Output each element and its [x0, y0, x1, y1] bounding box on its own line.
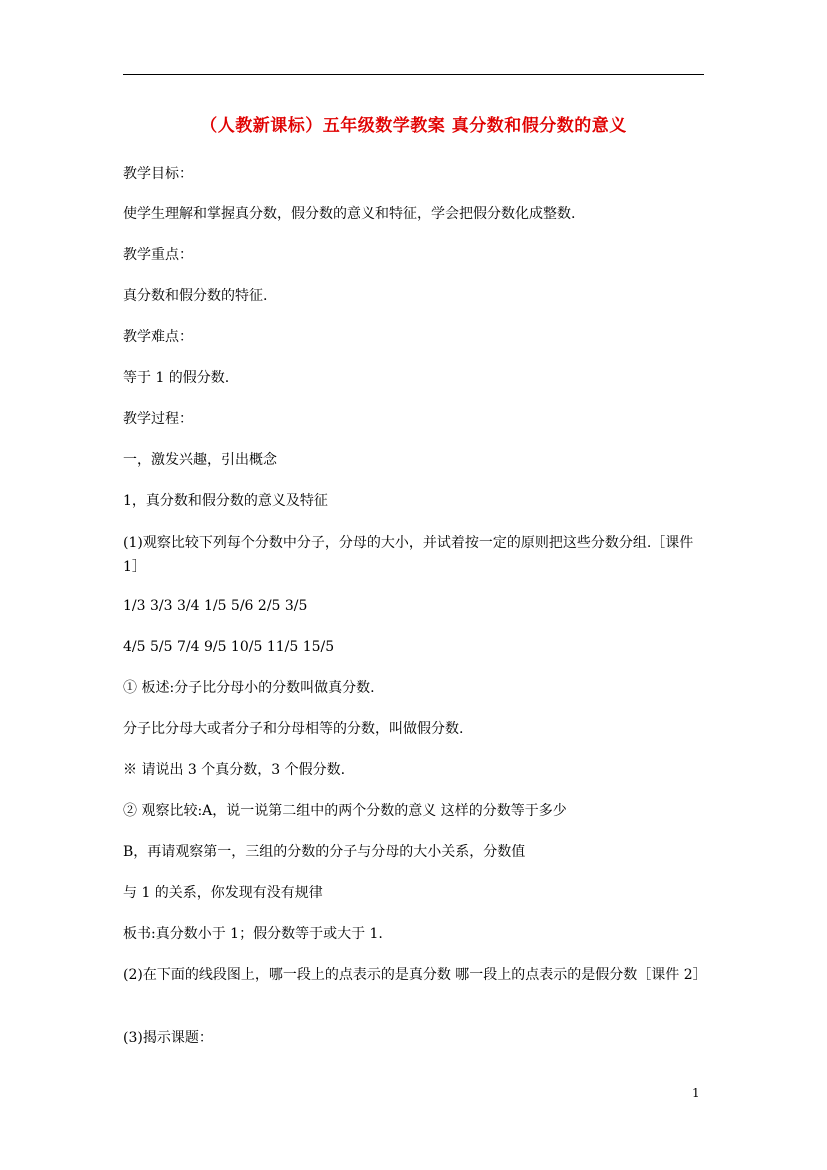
- paragraph-process-heading: 教学过程：: [123, 411, 193, 427]
- paragraph-objectives-heading: 教学目标：: [123, 166, 193, 182]
- document-title: （人教新课标）五年级数学教案 真分数和假分数的意义: [200, 116, 627, 136]
- paragraph-compare-b: B，再请观察第一，三组的分数的分子与分母的大小关系，分数值: [123, 844, 526, 860]
- paragraph-proper-fraction-definition: ① 板述:分子比分母小的分数叫做真分数.: [123, 680, 375, 696]
- paragraph-difficulty-heading: 教学难点：: [123, 329, 193, 345]
- page-number: 1: [692, 1086, 700, 1100]
- paragraph-objectives: 使学生理解和掌握真分数，假分数的意义和特征，学会把假分数化成整数.: [123, 206, 576, 222]
- paragraph-improper-fraction-definition: 分子比分母大或者分子和分母相等的分数，叫做假分数.: [123, 721, 464, 737]
- paragraph-key-points-heading: 教学重点：: [123, 247, 193, 263]
- paragraph-board-summary: 板书:真分数小于 1；假分数等于或大于 1.: [123, 926, 383, 942]
- paragraph-difficulty: 等于 1 的假分数.: [123, 370, 230, 386]
- paragraph-reveal-topic: (3)揭示课题：: [123, 1030, 213, 1046]
- paragraph-key-points: 真分数和假分数的特征.: [123, 288, 268, 304]
- paragraph-compare-a: ② 观察比较:A，说一说第二组中的两个分数的意义 这样的分数等于多少: [123, 803, 567, 819]
- paragraph-subsection-one: 1，真分数和假分数的意义及特征: [123, 493, 328, 509]
- header-rule: [123, 74, 704, 75]
- paragraph-compare-b-continued: 与 1 的关系，你发现有没有规律: [123, 885, 323, 901]
- paragraph-examples-prompt: ※ 请说出 3 个真分数，3 个假分数.: [123, 762, 346, 778]
- paragraph-section-one: 一，激发兴趣，引出概念: [123, 452, 277, 468]
- paragraph-observe-compare: (1)观察比较下列每个分数中分子，分母的大小，并试着按一定的原则把这些分数分组.［课件 1］: [123, 535, 694, 575]
- paragraph-line-diagram-question: (2)在下面的线段图上，哪一段上的点表示的是真分数 哪一段上的点表示的是假分数［课件 2］: [123, 967, 707, 983]
- paragraph-fractions-row-1: 1/3 3/3 3/4 1/5 5/6 2/5 3/5: [123, 598, 308, 614]
- paragraph-fractions-row-2: 4/5 5/5 7/4 9/5 10/5 11/5 15/5: [123, 639, 335, 655]
